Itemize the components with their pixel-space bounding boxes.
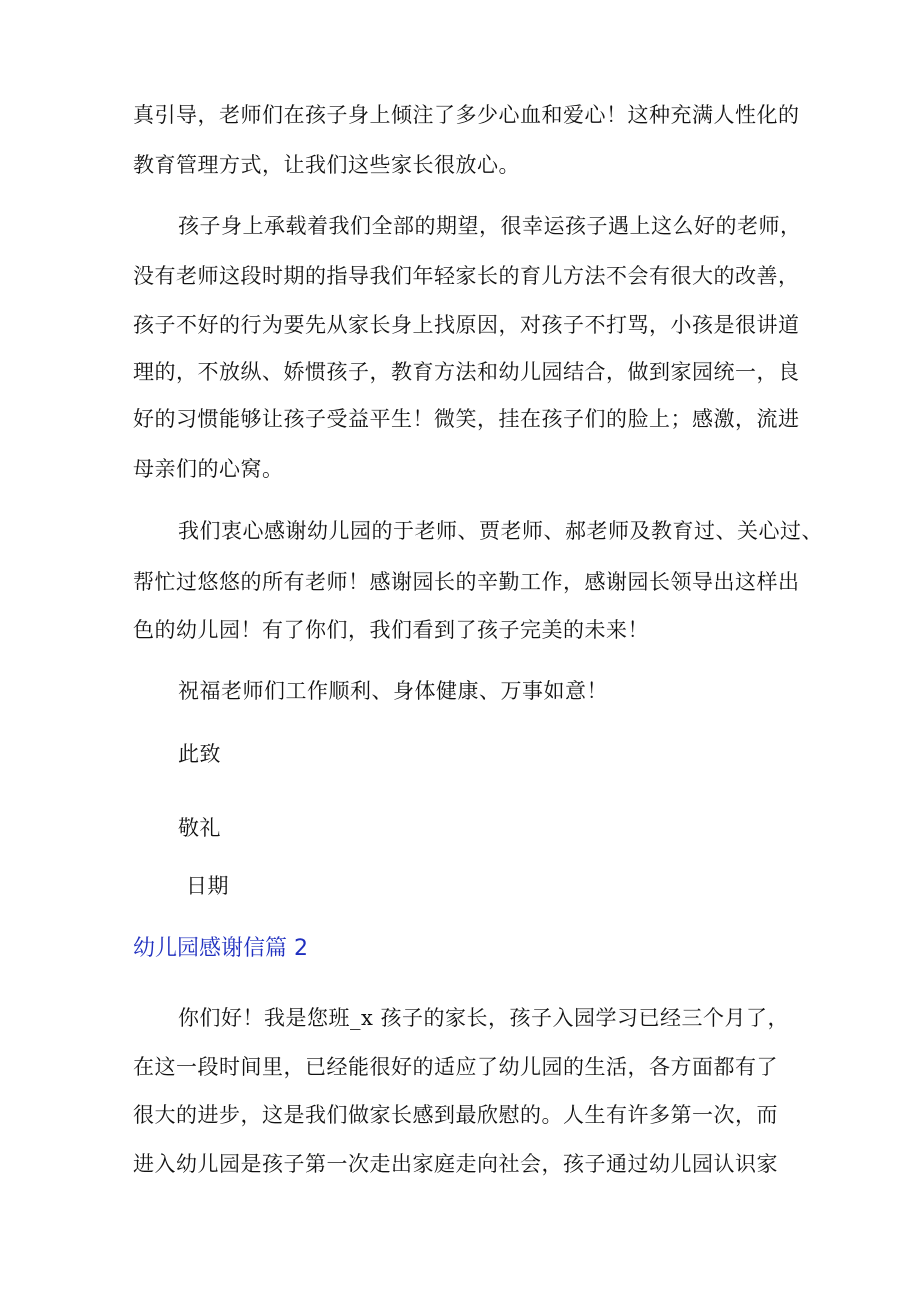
text-line: 母亲们的心窝。 (133, 457, 284, 481)
section-heading: 幼儿园感谢信篇 2 (133, 936, 308, 961)
text-line: 我们衷心感谢幼儿园的于老师、贾老师、郝老师及教育过、关心过、 (178, 519, 823, 543)
closing-salute: 敬礼 (178, 816, 221, 840)
text-line: 在这一段时间里，已经能很好的适应了幼儿园的生活，各方面都有了 (133, 1055, 778, 1079)
letter-date: 日期 (186, 874, 229, 898)
text-line: 没有老师这段时期的指导我们年轻家长的育儿方法不会有很大的改善， (133, 264, 800, 288)
text-line: 很大的进步，这是我们做家长感到最欣慰的。人生有许多第一次，而 (133, 1103, 778, 1127)
text-line: 真引导，老师们在孩子身上倾注了多少心血和爱心！这种充满人性化的 (133, 103, 800, 127)
text-line: 好的习惯能够让孩子受益平生！微笑，挂在孩子们的脸上；感激，流进 (133, 407, 800, 431)
text-line: 教育管理方式，让我们这些家长很放心。 (133, 153, 520, 177)
wish-line: 祝福老师们工作顺利、身体健康、万事如意！ (178, 679, 608, 703)
text-line: 孩子身上承载着我们全部的期望，很幸运孩子遇上这么好的老师， (178, 214, 802, 238)
text-line: 你们好！我是您班_x 孩子的家长，孩子入园学习已经三个月了， (178, 1006, 790, 1030)
text-line: 孩子不好的行为要先从家长身上找原因，对孩子不打骂，小孩是很讲道 (133, 313, 800, 337)
text-line: 色的幼儿园！有了你们，我们看到了孩子完美的未来！ (133, 618, 649, 642)
text-line: 帮忙过悠悠的所有老师！感谢园长的辛勤工作，感谢园长领导出这样出 (133, 570, 800, 594)
text-line: 理的，不放纵、娇惯孩子，教育方法和幼儿园结合，做到家园统一，良 (133, 360, 800, 384)
closing-regards: 此致 (178, 742, 221, 766)
text-line: 进入幼儿园是孩子第一次走出家庭走向社会，孩子通过幼儿园认识家 (133, 1152, 778, 1176)
